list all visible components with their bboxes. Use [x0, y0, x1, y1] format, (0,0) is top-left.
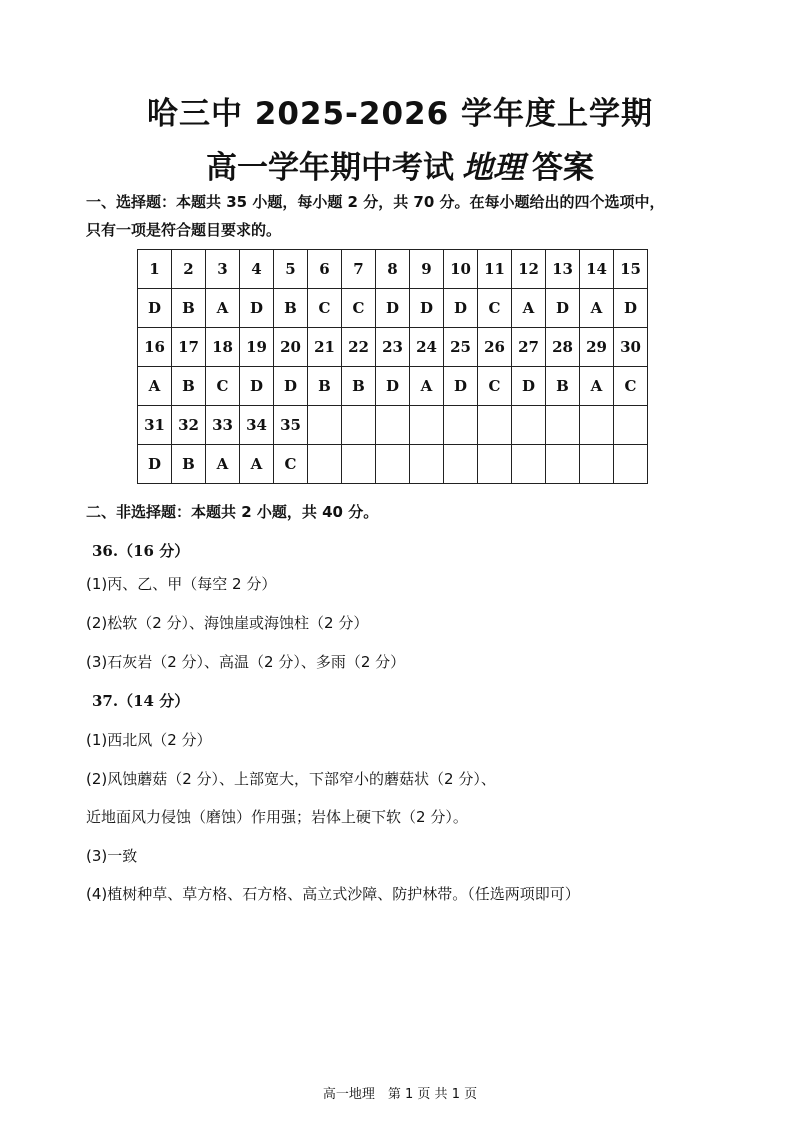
question-number-row — [138, 406, 648, 445]
answer-cell: A — [240, 445, 274, 484]
title-answer-label: 答案 — [532, 150, 594, 186]
section2-heading: 二、非选择题：本题共 2 小题，共 40 分。 — [86, 503, 379, 521]
title-line-2 — [0, 142, 800, 187]
answer-cell — [376, 445, 410, 484]
question-number-cell: 27 — [512, 328, 546, 367]
question-number-cell: 34 — [240, 406, 274, 445]
question-number-cell — [614, 406, 648, 445]
question-number-cell: 2 — [172, 250, 206, 289]
answer-cell: B — [274, 289, 308, 328]
question-number-cell: 17 — [172, 328, 206, 367]
answer-cell — [308, 445, 342, 484]
q36-line-2: (2)松软（2 分）、海蚀崖或海蚀柱（2 分） — [86, 614, 369, 632]
answer-cell — [546, 445, 580, 484]
answer-cell: D — [444, 289, 478, 328]
question-number-cell: 10 — [444, 250, 478, 289]
question-number-cell: 4 — [240, 250, 274, 289]
answer-cell: D — [240, 367, 274, 406]
title-exam-name: 高一学年期中考试 — [206, 150, 454, 186]
answer-cell: D — [512, 367, 546, 406]
q37-line-3: 近地面风力侵蚀（磨蚀）作用强；岩体上硬下软（2 分）。 — [86, 808, 468, 826]
answer-cell: A — [580, 367, 614, 406]
answer-cell — [478, 445, 512, 484]
q37-line-5: (4)植树种草、草方格、石方格、高立式沙障、防护林带。（任选两项即可） — [86, 885, 580, 903]
answer-cell: B — [342, 367, 376, 406]
question-number-cell: 7 — [342, 250, 376, 289]
question-number-cell: 30 — [614, 328, 648, 367]
question-number-cell: 6 — [308, 250, 342, 289]
question-number-cell: 1 — [138, 250, 172, 289]
answer-cell: D — [546, 289, 580, 328]
question-number-row — [138, 328, 648, 367]
question-number-cell — [444, 406, 478, 445]
question-number-cell — [342, 406, 376, 445]
question-number-cell: 26 — [478, 328, 512, 367]
q36-line-3: (3)石灰岩（2 分）、高温（2 分）、多雨（2 分） — [86, 653, 406, 671]
question-number-cell: 15 — [614, 250, 648, 289]
question-number-cell: 5 — [274, 250, 308, 289]
answer-cell: B — [172, 289, 206, 328]
q36-title: 36.（16 分） — [92, 542, 190, 560]
question-number-cell: 11 — [478, 250, 512, 289]
question-number-cell: 29 — [580, 328, 614, 367]
answer-cell: B — [172, 367, 206, 406]
question-number-cell: 16 — [138, 328, 172, 367]
question-number-cell — [410, 406, 444, 445]
question-number-cell: 18 — [206, 328, 240, 367]
answer-cell: D — [376, 367, 410, 406]
answer-cell: D — [274, 367, 308, 406]
question-number-cell: 35 — [274, 406, 308, 445]
answer-cell: A — [206, 289, 240, 328]
answer-cell: D — [376, 289, 410, 328]
question-number-cell: 22 — [342, 328, 376, 367]
answer-cell: D — [138, 445, 172, 484]
answer-cell: C — [342, 289, 376, 328]
question-number-cell: 33 — [206, 406, 240, 445]
question-number-cell: 28 — [546, 328, 580, 367]
title-line-1: 哈三中 2025-2026 学年度上学期 — [146, 96, 653, 132]
answer-cell: C — [478, 367, 512, 406]
answer-cell: C — [308, 289, 342, 328]
page-footer: 高一地理 第 1 页 共 1 页 — [322, 1087, 478, 1102]
answer-cell — [444, 445, 478, 484]
question-number-cell: 31 — [138, 406, 172, 445]
question-number-cell: 8 — [376, 250, 410, 289]
question-number-cell: 3 — [206, 250, 240, 289]
question-number-cell — [512, 406, 546, 445]
answer-cell: B — [172, 445, 206, 484]
answer-cell: C — [478, 289, 512, 328]
q37-line-1: (1)西北风（2 分） — [86, 731, 212, 749]
answer-cell — [580, 445, 614, 484]
answer-row — [138, 289, 648, 328]
question-number-cell — [308, 406, 342, 445]
question-number-cell: 12 — [512, 250, 546, 289]
answer-cell: D — [444, 367, 478, 406]
section1-heading-line1: 一、选择题：本题共 35 小题，每小题 2 分，共 70 分。在每小题给出的四个选项中， — [86, 193, 665, 211]
title-subject: 地理 — [462, 150, 524, 186]
answer-cell: D — [614, 289, 648, 328]
answer-cell: D — [410, 289, 444, 328]
answer-cell: A — [206, 445, 240, 484]
question-number-cell: 14 — [580, 250, 614, 289]
answer-cell: A — [512, 289, 546, 328]
answer-cell — [342, 445, 376, 484]
answer-cell: C — [614, 367, 648, 406]
question-number-cell — [478, 406, 512, 445]
answer-cell — [512, 445, 546, 484]
answer-cell — [614, 445, 648, 484]
question-number-cell: 32 — [172, 406, 206, 445]
answer-row — [138, 445, 648, 484]
answer-cell: B — [546, 367, 580, 406]
question-number-cell: 25 — [444, 328, 478, 367]
question-number-cell: 23 — [376, 328, 410, 367]
q36-line-1: (1)丙、乙、甲（每空 2 分） — [86, 575, 277, 593]
answer-cell: C — [274, 445, 308, 484]
section1-heading — [86, 188, 726, 244]
q37-line-4: (3)一致 — [86, 847, 138, 865]
q37-line-2: (2)风蚀蘑菇（2 分）、上部宽大，下部窄小的蘑菇状（2 分）、 — [86, 770, 496, 788]
answer-table — [137, 249, 648, 484]
answer-cell: D — [138, 289, 172, 328]
question-number-cell: 24 — [410, 328, 444, 367]
question-number-cell: 13 — [546, 250, 580, 289]
section1-heading-line2: 只有一项是符合题目要求的。 — [86, 221, 282, 239]
answer-cell — [410, 445, 444, 484]
answer-row — [138, 367, 648, 406]
question-number-cell: 21 — [308, 328, 342, 367]
question-number-cell — [580, 406, 614, 445]
answer-cell: D — [240, 289, 274, 328]
answer-cell: A — [580, 289, 614, 328]
question-number-cell — [376, 406, 410, 445]
answer-cell: B — [308, 367, 342, 406]
answer-cell: A — [410, 367, 444, 406]
question-number-cell: 9 — [410, 250, 444, 289]
question-number-cell: 20 — [274, 328, 308, 367]
question-number-cell — [546, 406, 580, 445]
answer-cell: A — [138, 367, 172, 406]
question-number-row — [138, 250, 648, 289]
question-number-cell: 19 — [240, 328, 274, 367]
q37-title: 37.（14 分） — [92, 692, 190, 710]
answer-cell: C — [206, 367, 240, 406]
